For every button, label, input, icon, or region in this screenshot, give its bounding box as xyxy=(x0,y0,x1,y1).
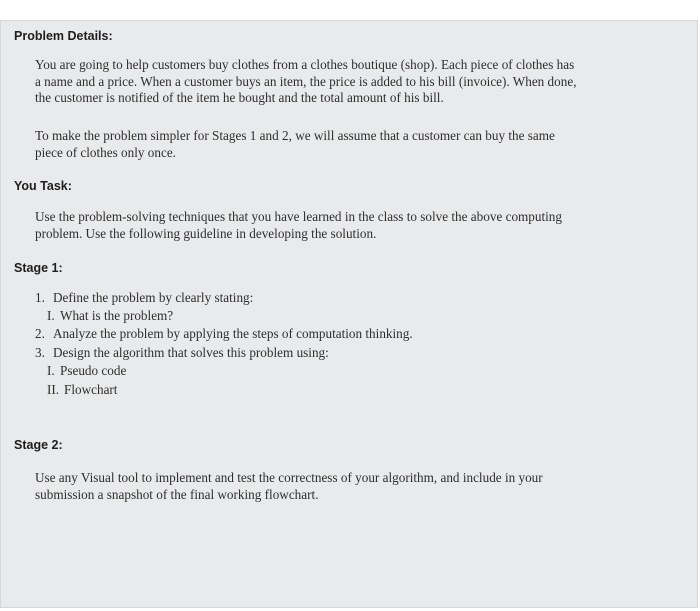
stage1-item-number: 2. xyxy=(35,326,45,341)
stage1-item xyxy=(35,290,253,306)
stage1-item-number: 1. xyxy=(35,290,45,305)
simplification-line: To make the problem simpler for Stages 1 and 2, we will assume that a customer can buy the same xyxy=(35,128,555,143)
stage1-item-number: 3. xyxy=(35,345,45,360)
stage1-item-text: Define the problem by clearly stating: xyxy=(53,290,254,305)
stage1-subitem-text: What is the problem? xyxy=(60,308,174,323)
stage1-subitem xyxy=(47,382,117,398)
stage2-heading: Stage 2: xyxy=(14,438,63,452)
stage1-item xyxy=(35,326,413,342)
stage2-line: submission a snapshot of the final working flowchart. xyxy=(35,486,319,502)
stage1-subitem-number: II. xyxy=(47,382,60,397)
simplification-paragraph xyxy=(35,128,555,161)
problem-description-line: the customer is notified of the item he bought and the total amount of his bill. xyxy=(35,90,444,105)
stage1-subitem-number: I. xyxy=(47,363,55,378)
stage1-subitem xyxy=(47,308,173,324)
stage1-item-text: Design the algorithm that solves this problem using: xyxy=(53,345,329,360)
document-page xyxy=(0,20,698,608)
task-paragraph xyxy=(35,209,562,242)
problem-description-paragraph xyxy=(35,57,577,107)
problem-description-line: You are going to help customers buy clothes from a clothes boutique (shop). Each piece of clothes has xyxy=(35,57,575,72)
stage1-item-text: Analyze the problem by applying the steps of computation thinking. xyxy=(53,326,413,341)
task-line: problem. Use the following guideline in developing the solution. xyxy=(35,225,377,241)
stage1-subitem-number: I. xyxy=(47,308,55,323)
stage2-paragraph xyxy=(35,470,543,503)
stage1-heading: Stage 1: xyxy=(14,261,63,275)
stage1-item xyxy=(35,345,329,361)
stage2-line: Use any Visual tool to implement and test the correctness of your algorithm, and include in your xyxy=(35,470,543,485)
problem-description-line: a name and a price. When a customer buys an item, the price is added to his bill (invoice). When done, xyxy=(35,73,577,89)
problem-details-heading: Problem Details: xyxy=(14,29,113,43)
stage1-subitem-text: Pseudo code xyxy=(60,363,127,378)
stage1-subitem xyxy=(47,363,126,379)
stage1-subitem-text: Flowchart xyxy=(64,382,118,397)
task-line: Use the problem-solving techniques that you have learned in the class to solve the above computing xyxy=(35,209,562,224)
simplification-line: piece of clothes only once. xyxy=(35,144,176,160)
your-task-heading: You Task: xyxy=(14,179,72,193)
